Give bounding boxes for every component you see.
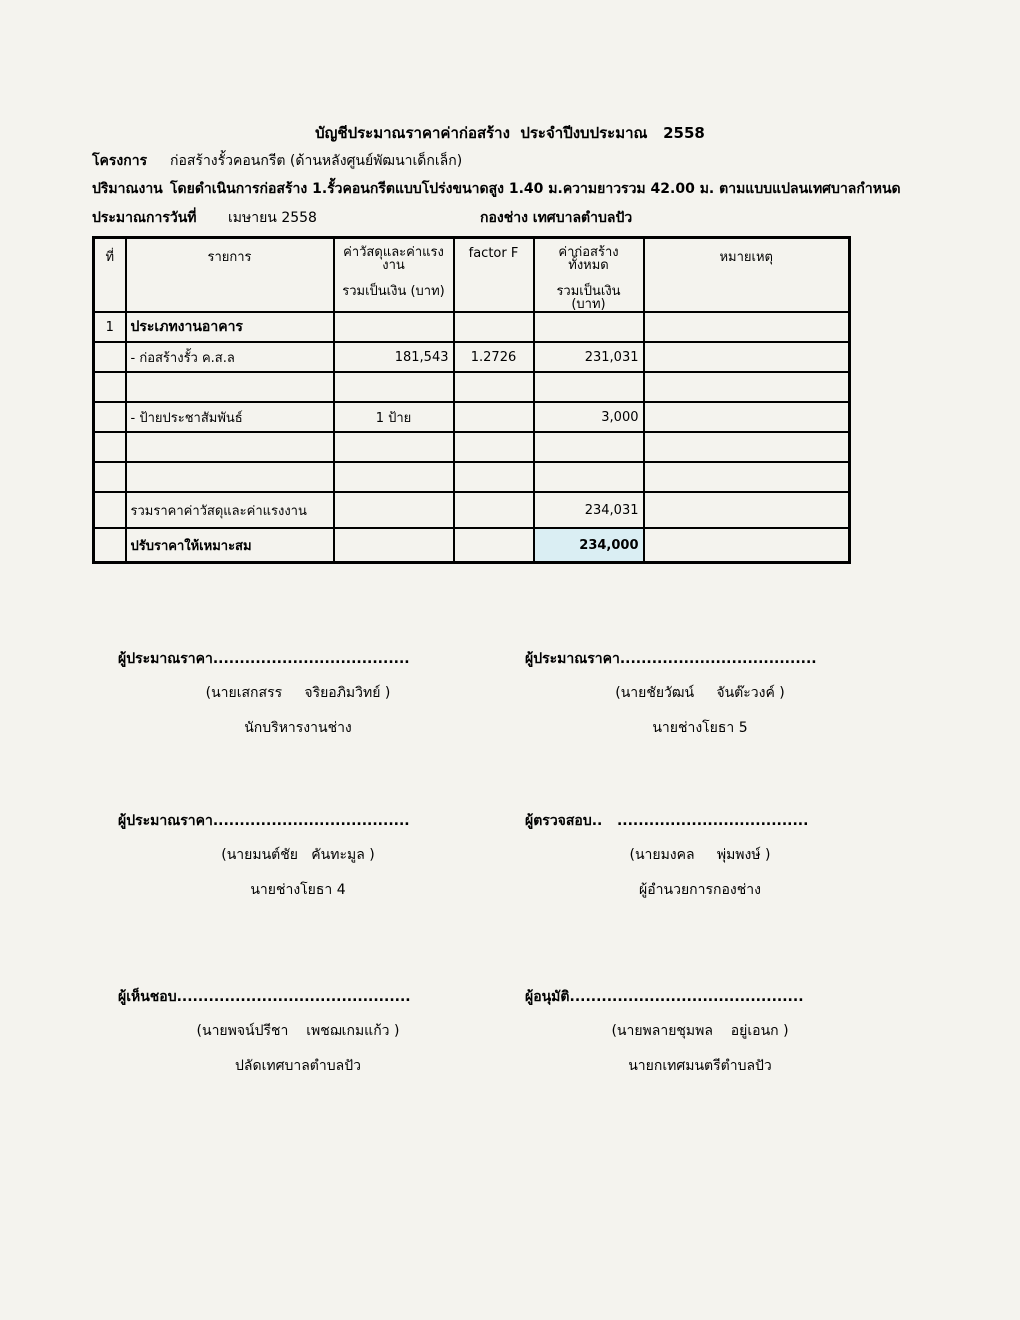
signature-position: นายช่างโยธา 4 [250,882,346,898]
cell-no [94,432,126,462]
signature-label: ผู้ประมาณราคา..................................... [525,651,817,667]
cell-no [94,402,126,432]
cell-no [94,528,126,563]
signature-block-endorser [118,986,478,1074]
table-row [94,402,850,432]
signature-block-estimator-2 [525,648,875,736]
cell-total [534,372,644,402]
cell-note [644,312,850,342]
cell-factor [454,492,534,528]
signature-name: (นายเสกสรร จริยอภิมวิทย์ ) [205,685,391,701]
table-row [94,432,850,462]
cell-factor [454,372,534,402]
cell-item: ปรับราคาให้เหมาะสม [126,528,334,563]
table-row [94,462,850,492]
cell-no [94,492,126,528]
table-header-row [94,238,850,313]
signature-position: ผู้อำนวยการกองช่าง [639,882,761,898]
signature-position: นักบริหารงานช่าง [244,720,352,736]
cell-note [644,528,850,563]
estimate-table [92,236,851,564]
signature-label: ผู้ประมาณราคา..................................... [118,651,410,667]
cell-item [126,432,334,462]
document-title: บัญชีประมาณราคาค่าก่อสร้าง ประจำปีงบประมาณ 2558 [315,124,705,142]
cell-material [334,462,454,492]
signature-block-inspector [525,810,875,898]
cell-total [534,432,644,462]
project-label: โครงการ [92,153,148,169]
table-row-adjusted-total [94,528,850,563]
cell-total: 234,031 [534,492,644,528]
cell-factor [454,312,534,342]
cell-item [126,462,334,492]
cell-item: - ป้ายประชาสัมพันธ์ [126,402,334,432]
header-total-line1: ค่าก่อสร้างทั้งหมด [558,245,619,273]
header-total [534,238,644,313]
signature-block-estimator-3 [118,810,478,898]
table-row [94,312,850,342]
project-value: ก่อสร้างรั้วคอนกรีต (ด้านหลังศูนย์พัฒนาเด็กเล็ก) [170,153,463,169]
signature-label: ผู้ประมาณราคา..................................... [118,813,410,829]
signature-label: ผู้เห็นชอบ............................................ [118,989,411,1005]
header-material-line2: รวมเป็นเงิน (บาท) [342,284,445,299]
cell-note [644,492,850,528]
table-row [94,342,850,372]
cell-no [94,342,126,372]
header-material [334,238,454,313]
signature-block-estimator-1 [118,648,478,736]
cell-factor [454,528,534,563]
signature-name: (นายมงคล พุ่มพงษ์ ) [629,847,771,863]
header-no: ที่ [94,238,126,313]
cell-total-highlighted: 234,000 [534,528,644,563]
cell-material [334,432,454,462]
header-material-line1: ค่าวัสดุและค่าแรงงาน [343,245,444,273]
table-row [94,372,850,402]
signature-block-approver [525,986,875,1074]
cell-note [644,462,850,492]
cell-note [644,342,850,372]
cell-item: ประเภทงานอาคาร [126,312,334,342]
cell-no: 1 [94,312,126,342]
cell-item: - ก่อสร้างรั้ว ค.ส.ล [126,342,334,372]
header-factor: factor F [454,238,534,313]
signature-name: (นายพลายชุมพล อยู่เอนก ) [611,1023,789,1039]
signature-name: (นายมนต์ชัย คันทะมูล ) [221,847,375,863]
cell-note [644,372,850,402]
signature-label: ผู้ตรวจสอบ.. .................................... [525,813,809,829]
scope-value: โดยดำเนินการก่อสร้าง 1.รั้วคอนกรีตแบบโปร่งขนาดสูง 1.40 ม.ความยาวรวม 42.00 ม. ตามแบบแปลนเทศบาลกำหนด [170,181,901,197]
header-note: หมายเหตุ [644,238,850,313]
cell-factor: 1.2726 [454,342,534,372]
cell-no [94,372,126,402]
cell-total: 231,031 [534,342,644,372]
cell-material [334,528,454,563]
cell-material [334,312,454,342]
signature-name: (นายชัยวัฒน์ จันต๊ะวงค์ ) [615,685,785,701]
cell-note [644,402,850,432]
cell-item: รวมราคาค่าวัสดุและค่าแรงงาน [126,492,334,528]
cell-total [534,462,644,492]
estimate-date-label: ประมาณการวันที่ [92,210,197,226]
signature-name: (นายพจน์ปรีชา เพชฌเกมแก้ว ) [196,1023,400,1039]
division-name: กองช่าง เทศบาลตำบลปัว [480,210,633,226]
signature-position: นายช่างโยธา 5 [652,720,748,736]
header-item: รายการ [126,238,334,313]
cell-material: 181,543 [334,342,454,372]
signature-position: นายกเทศมนตรีตำบลปัว [628,1058,772,1074]
estimate-date-value: เมษายน 2558 [228,210,317,226]
cell-total [534,312,644,342]
cell-material [334,372,454,402]
cell-factor [454,432,534,462]
cell-total: 3,000 [534,402,644,432]
table-row-subtotal [94,492,850,528]
signature-position: ปลัดเทศบาลตำบลปัว [235,1058,361,1074]
cell-material [334,492,454,528]
cell-item [126,372,334,402]
signature-label: ผู้อนุมัติ............................................ [525,989,804,1005]
cell-factor [454,402,534,432]
cell-factor [454,462,534,492]
cell-material: 1 ป้าย [334,402,454,432]
cell-no [94,462,126,492]
cell-note [644,432,850,462]
header-total-line2: รวมเป็นเงิน (บาท) [556,284,621,312]
scope-label: ปริมาณงาน [92,181,163,197]
